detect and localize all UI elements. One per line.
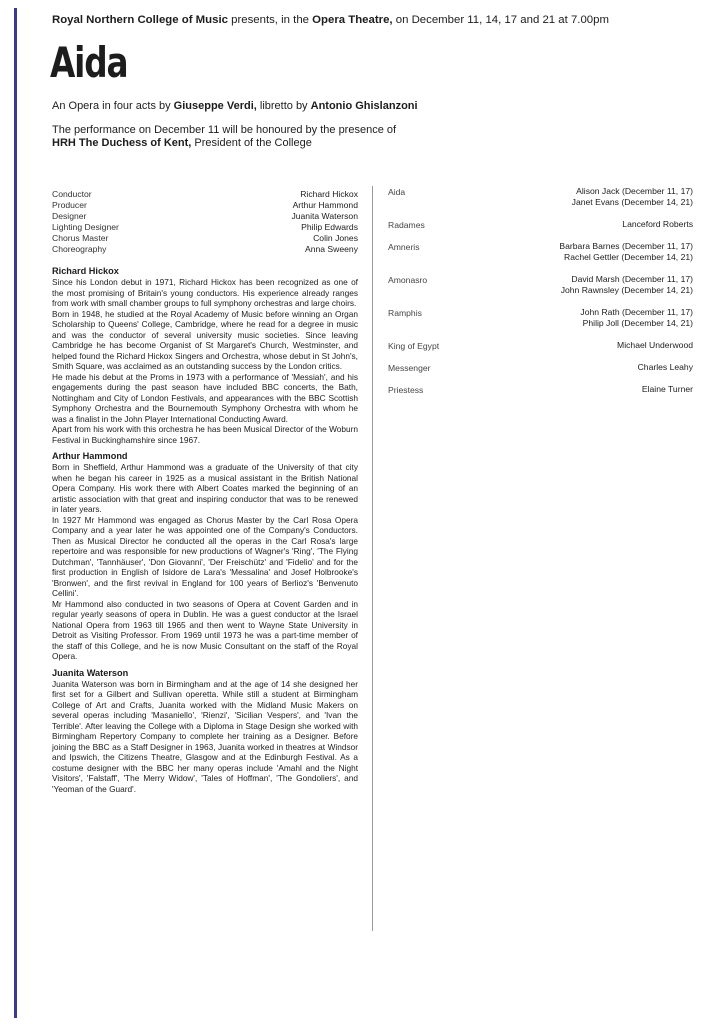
cast-row: [388, 362, 693, 373]
credit-person: Arthur Hammond: [292, 200, 358, 210]
presentation-line: [52, 14, 609, 26]
bio-paragraph: Born in 1948, he studied at the Royal Academy of Music before winning an Organ Scholarship to Queens' College, Cambridge, where he read for a degree in music and was the conductor of several university music societies. Since leaving Cambridge he has become Organist of St Margaret's Church, Westminster, and helped found the Richard Hickox Singers and Orchestra, whose debut in St John's, Smith Square, was acclaimed as an outstanding success by the London critics.: [52, 308, 358, 371]
biography: [52, 265, 358, 445]
credit-role: Conductor: [52, 189, 92, 199]
margin-rule: [14, 8, 17, 1018]
credit-person: Richard Hickox: [300, 189, 358, 199]
column-divider: [372, 186, 373, 931]
presenter-name: Royal Northern College of Music: [52, 14, 228, 26]
cast-role: Ramphis: [388, 308, 422, 318]
performer: Rachel Gettler (December 14, 21): [564, 252, 693, 262]
presents-text: presents, in the: [227, 14, 313, 26]
cast-row: [388, 241, 693, 263]
bio-name: Richard Hickox: [52, 266, 119, 276]
bio-paragraph: Juanita Waterson was born in Birmingham and at the age of 14 she designed her first set for a Gilbert and Sullivan operetta. While still a student at Birmingham College of Art and Crafts, Juanita worked with the Midland Music Makers on several operas including 'Masaniello', 'Rienzi', 'Sicilian Vespers', and 'Ivan the Terrible'. After leaving the College with a Diploma in Stage Design she worked with Birmingham Repertory Company to complete her training as a Designer. Before joining the BBC as a Staff Designer in 1963, Juanita worked in theatres at Windsor and Ipswich, the Citizens Theatre, Glasgow and at the Edinburgh Festival. As a costume designer with the BBC her many operas include 'Amahl and the Night Visitors', 'Falstaff', 'The Merry Widow', 'Tales of Hoffman', 'The Gondoliers', and 'Yeoman of the Guard'.: [52, 678, 358, 794]
credit-role: Designer: [52, 211, 87, 221]
guest-name: HRH The Duchess of Kent,: [52, 137, 192, 149]
performance-dates: on December 11, 14, 17 and 21 at 7.00pm: [392, 14, 609, 26]
bio-name: Arthur Hammond: [52, 451, 128, 461]
credit-role: Lighting Designer: [52, 222, 119, 232]
performer: Lanceford Roberts: [622, 219, 693, 229]
performer: Charles Leahy: [637, 362, 693, 372]
credit-role: Choreography: [52, 244, 107, 254]
cast-performers: [638, 362, 693, 373]
performer: Alison Jack (December 11, 17): [576, 186, 693, 196]
cast-role: Priestess: [388, 385, 424, 395]
cast-role: Aida: [388, 187, 406, 197]
biography: [52, 450, 358, 662]
bio-name: Juanita Waterson: [52, 667, 129, 678]
cast-role: Radames: [388, 220, 425, 230]
cast-performers: [561, 274, 693, 296]
bio-paragraph: He made his debut at the Proms in 1973 with a performance of 'Messiah', and his engagements during the past season have included BBC concerts, the Bath, Nottingham and City of London Festivals, and appearances with the BBC Scottish Symphony Orchestra and the Bournemouth Symphony Orchestra with whom he was a finalist in the John Player International Conducting Award.: [52, 371, 358, 424]
subtitle-lead: An Opera in four acts by: [52, 100, 174, 112]
bio-paragraph: Since his London debut in 1971, Richard Hickox has been recognized as one of the most promising of Britain's young conductors. His experience already ranges from work with small chamber groups to full symphony orchestras and large choirs.: [52, 277, 358, 308]
performer: Elaine Turner: [641, 384, 693, 394]
credit-person: Juanita Waterson: [291, 211, 358, 221]
credit-person: Anna Sweeny: [304, 244, 358, 254]
cast-performers: [559, 241, 693, 263]
production-credits: [52, 189, 358, 255]
cast-performers: [572, 186, 693, 208]
cast-performers: [617, 340, 693, 351]
cast-row: [388, 384, 693, 395]
performer: Philip Joll (December 14, 21): [582, 318, 693, 328]
credit-row: [52, 211, 358, 222]
opera-subtitle: [52, 100, 418, 112]
cast-role: Amonasro: [388, 275, 428, 285]
cast-performers: [622, 219, 693, 230]
cast-row: [388, 340, 693, 351]
cast-row: [388, 219, 693, 230]
cast-performers: [642, 384, 693, 395]
credit-row: [52, 189, 358, 200]
honour-line: The performance on December 11 will be honoured by the presence of: [52, 124, 397, 136]
librettist-name: Antonio Ghislanzoni: [310, 100, 418, 112]
venue-name: Opera Theatre,: [312, 14, 393, 26]
credit-person: Philip Edwards: [301, 222, 358, 232]
performer: John Rawnsley (December 14, 21): [560, 285, 693, 295]
cast-role: King of Egypt: [388, 341, 440, 351]
credit-row: [52, 200, 358, 211]
cast-row: [388, 307, 693, 329]
composer-name: Giuseppe Verdi,: [173, 100, 257, 112]
cast-role: Messenger: [388, 363, 431, 373]
performer: Janet Evans (December 14, 21): [571, 197, 693, 207]
biographies: [52, 265, 358, 799]
bio-paragraph: In 1927 Mr Hammond was engaged as Chorus Master by the Carl Rosa Opera Company and a year later he was appointed one of the Company's Conductors. Then as Musical Director he conducted all the operas in the Carl Rosa's large repertoire and was responsible for new productions of Wagner's 'Ring', 'The Flying Dutchman', 'Tannhäuser', 'Don Giovanni', 'Der Freischütz' and 'Fidelio' and for the first production in English of Isidore de Lara's 'Messalina' and Josef Holbrooke's 'Bronwen', and the first revival in England for 100 years of Berlioz's 'Benvenuto Cellini'.: [52, 514, 358, 598]
bio-paragraph: Born in Sheffield, Arthur Hammond was a graduate of the University of that city when he began his career in 1925 as a musical assistant in the British National Opera Company. His work there with Albert Coates marked the beginning of an artistic association with that great and inspiring conductor that was to be renewed in later years.: [52, 462, 358, 514]
guest-role: President of the College: [191, 137, 312, 149]
bio-paragraph: Mr Hammond also conducted in two seasons of Opera at Covent Garden and in regular yearly seasons of opera in Dublin. He was a guest conductor at the Israel National Opera from 1963 till 1965 and then went to Wayne State University in Detroit as Visiting Professor. From 1969 until 1973 he was a part-time member of the staff of this College, and he is now Music Consultant on the staff of the Royal Opera.: [52, 598, 358, 661]
cast-performers: [580, 307, 693, 329]
credit-role: Chorus Master: [52, 233, 109, 243]
performer: David Marsh (December 11, 17): [571, 274, 693, 284]
credit-row: [52, 222, 358, 233]
honour-notice: [52, 124, 396, 150]
credit-role: Producer: [52, 200, 87, 210]
credit-row: [52, 233, 358, 244]
cast-row: [388, 186, 693, 208]
subtitle-mid: libretto by: [256, 100, 311, 112]
performer: John Rath (December 11, 17): [580, 307, 693, 317]
cast-role: Amneris: [388, 242, 420, 252]
performer: Barbara Barnes (December 11, 17): [559, 241, 693, 251]
cast-row: [388, 274, 693, 296]
biography: [52, 667, 358, 795]
credit-row: [52, 244, 358, 255]
opera-title: Aida: [50, 38, 128, 87]
credit-person: Colin Jones: [313, 233, 358, 243]
honour-guest-line: [52, 137, 396, 150]
bio-paragraph: Apart from his work with this orchestra he has been Musical Director of the Woburn Festival in Buckinghamshire since 1967.: [52, 424, 358, 445]
performer: Michael Underwood: [617, 340, 693, 350]
